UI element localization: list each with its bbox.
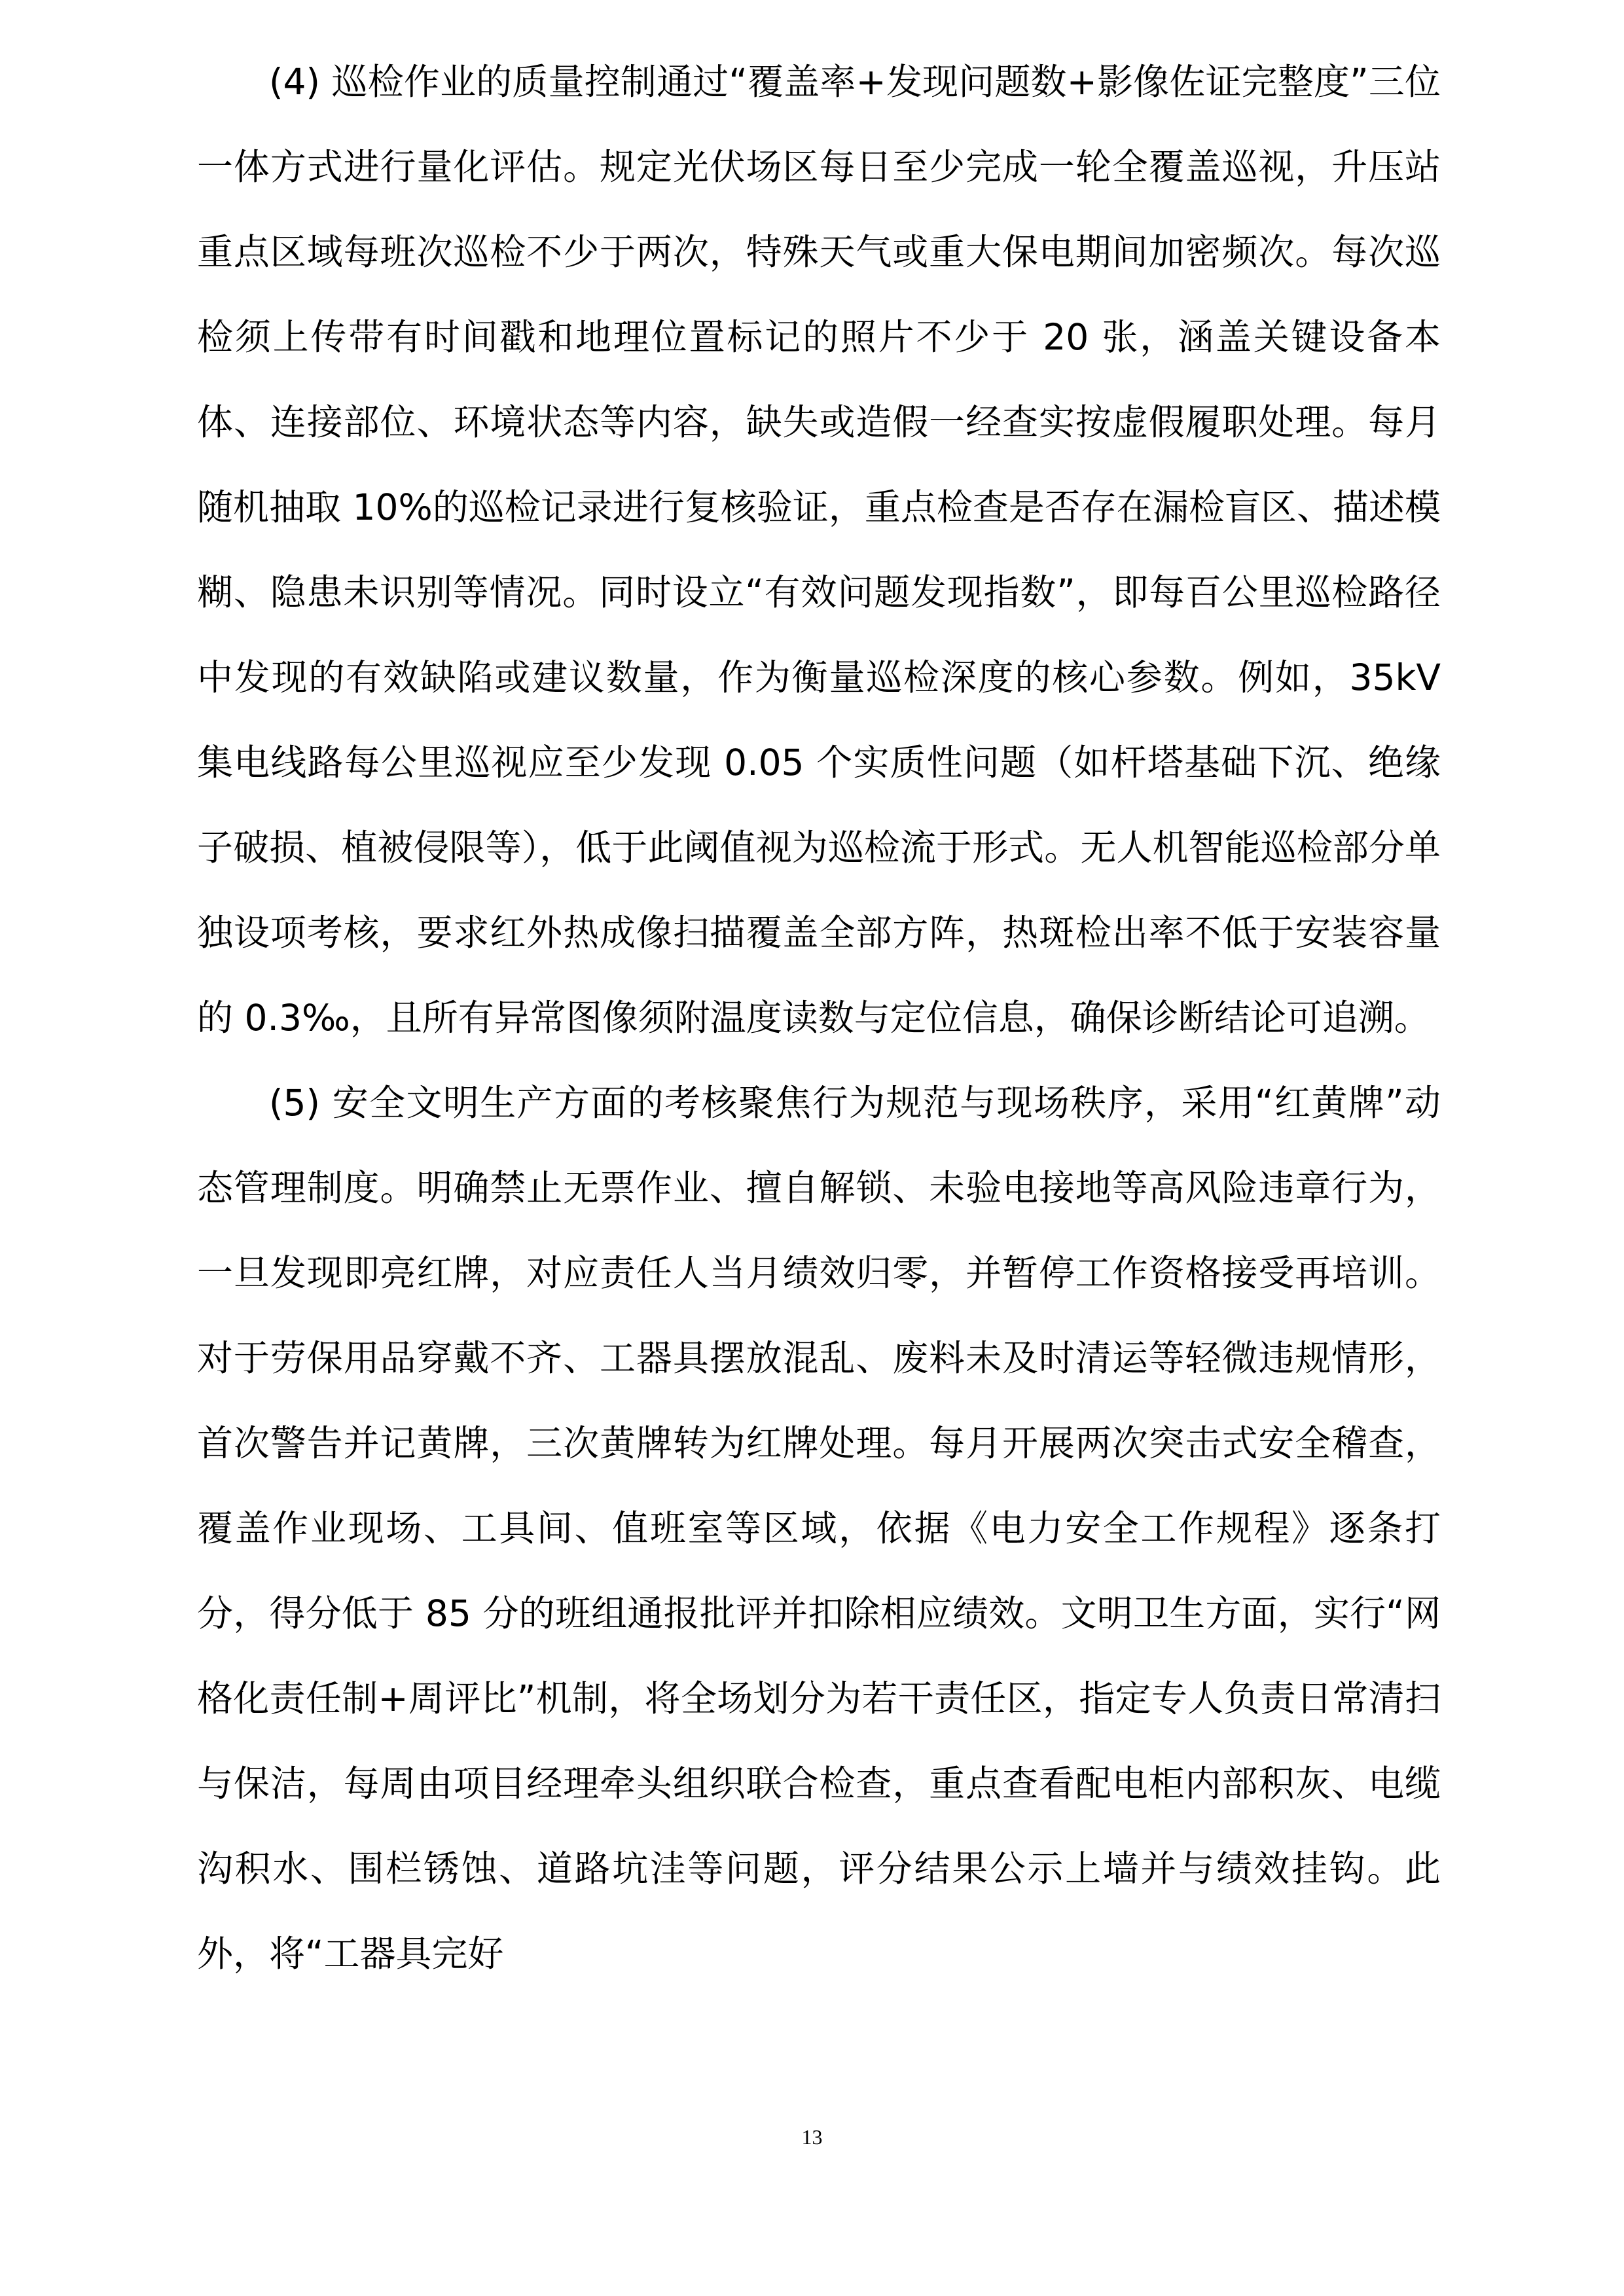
paragraph-safety-civilized-production: (5) 安全文明生产方面的考核聚焦行为规范与现场秩序，采用“红黄牌”动态管理制度。明确禁止无票作业、擅自解锁、未验电接地等高风险违章行为，一旦发现即亮红牌，对应责任人当月绩效归零，并暂停工作资格接受再培训。对于劳保用品穿戴不齐、工器具摆放混乱、废料未及时清运等轻微违规情形，首次警告并记黄牌，三次黄牌转为红牌处理。每月开展两次突击式安全稽查，覆盖作业现场、工具间、值班室等区域，依据《电力安全工作规程》逐条打分，得分低于 85 分的班组通报批评并扣除相应绩效。文明卫生方面，实行“网格化责任制+周评比”机制，将全场划分为若干责任区，指定专人负责日常清扫与保洁，每周由项目经理牵头组织联合检查，重点查看配电柜内部积灰、电缆沟积水、围栏锈蚀、道路坑洼等问题，评分结果公示上墙并与绩效挂钩。此外，将“工器具完好 <box>197 1082 1441 1975</box>
document-body <box>197 39 1441 1996</box>
page-number: 13 <box>801 2125 823 2149</box>
paragraph-inspection-quality: (4) 巡检作业的质量控制通过“覆盖率+发现问题数+影像佐证完整度”三位一体方式进行量化评估。规定光伏场区每日至少完成一轮全覆盖巡视，升压站重点区域每班次巡检不少于两次，特殊天气或重大保电期间加密频次。每次巡检须上传带有时间戳和地理位置标记的照片不少于 20 张，涵盖关键设备本体、连接部位、环境状态等内容，缺失或造假一经查实按虚假履职处理。每月随机抽取 10%的巡检记录进行复核验证，重点检查是否存在漏检盲区、描述模糊、隐患未识别等情况。同时设立“有效问题发现指数”，即每百公里巡检路径中发现的有效缺陷或建议数量，作为衡量巡检深度的核心参数。例如，35kV 集电线路每公里巡视应至少发现 0.05 个实质性问题（如杆塔基础下沉、绝缘子破损、植被侵限等），低于此阈值视为巡检流于形式。无人机智能巡检部分单独设项考核，要求红外热成像扫描覆盖全部方阵，热斑检出率不低于安装容量的 0.3‰，且所有异常图像须附温度读数与定位信息，确保诊断结论可追溯。 <box>197 61 1441 1039</box>
